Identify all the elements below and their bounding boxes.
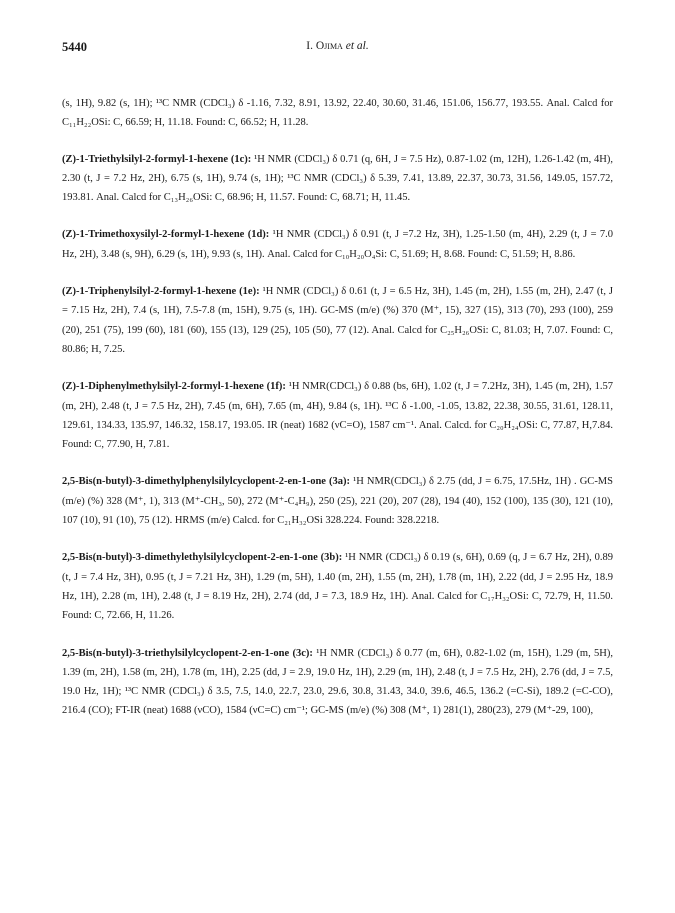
- entry-3a: [62, 472, 613, 530]
- running-head: [52, 40, 623, 52]
- compound-name: (Z)-1-Triethylsilyl-2-formyl-1-hexene (1c):: [62, 153, 252, 165]
- entry-body: ¹H NMR(CDCl₃) δ 0.88 (bs, 6H), 1.02 (t, J = 7.2Hz, 3H), 1.45 (m, 2H), 1.57 (m, 2H), 2.48 (t, J = 7.5 Hz, 2H), 7.45 (m, 6H), 7.65 (m, 4H), 9.84 (s, 1H). ¹³C δ -1.00, -1.05, 13.82, 22.38, 30.55, 31.61, 128.11, 129.61, 134.33, 135.97, 146.32, 158.17, 193.05. IR (neat) 1682 (νC=O), 1587 cm⁻¹. Anal. Calcd. for C₂₀H₂₄OSi: C, 77.87, H,7.84. Found: C, 77.90, H, 7.81.: [62, 381, 613, 451]
- entry-body: ¹H NMR (CDCl₃) δ 0.71 (q, 6H, J = 7.5 Hz), 0.87-1.02 (m, 12H), 1.26-1.42 (m, 4H), 2.30 (t, J = 7.2 Hz, 2H), 6.75 (s, 1H), 9.74 (s, 1H); ¹³C NMR (CDCl₃) δ 5.39, 7.41, 13.89, 22.37, 30.73, 31.56, 149.05, 157.72, 193.81. Anal. Calcd for C₁₃H₂₆OSi: C, 68.96; H, 11.57. Found: C, 68.71; H, 11.45.: [62, 153, 613, 204]
- running-head-authors: I. Ojima: [306, 40, 343, 52]
- compound-name: (Z)-1-Trimethoxysilyl-2-formyl-1-hexene (1d):: [62, 229, 270, 241]
- compound-name: 2,5-Bis(n-butyl)-3-dimethylethylsilylcyclopent-2-en-1-one (3b):: [62, 552, 343, 564]
- entry-3c: [62, 644, 613, 721]
- compound-name: 2,5-Bis(n-butyl)-3-triethylsilylcyclopent-2-en-1-one (3c):: [62, 647, 313, 659]
- entry-body: ¹H NMR (CDCl₃) δ 0.19 (s, 6H), 0.69 (q, J = 6.7 Hz, 2H), 0.89 (t, J = 7.4 Hz, 3H), 0.95 (t, J = 7.21 Hz, 3H), 1.29 (m, 5H), 1.40 (m, 2H), 1.55 (m, 2H), 1.78 (m, 1H), 2.22 (dd, J = 2.95 Hz, 18.9 Hz, 1H), 2.28 (m, 1H), 2.48 (t, J = 8.19 Hz, 2H), 2.74 (dd, J = 7.3, 18.9 Hz, 1H). Anal. Calcd for C₁₇H₃₂OSi: C, 72.79, H, 11.50. Found: C, 72.66, H, 11.26.: [62, 552, 613, 622]
- entry-1e: [62, 282, 613, 359]
- entry-3b: [62, 548, 613, 625]
- entry-1f: [62, 377, 613, 454]
- experimental-text: [62, 94, 613, 739]
- entry-body: ¹H NMR (CDCl₃) δ 0.77 (m, 6H), 0.82-1.02 (m, 15H), 1.29 (m, 5H), 1.39 (m, 2H), 1.58 (m, 2H), 1.78 (m, 1H), 2.25 (dd, J = 2.9, 19.0 Hz, 1H), 2.29 (m, 1H), 2.48 (t, J = 7.5 Hz, 2H), 2.76 (dd, J = 7.5, 19.0 Hz, 1H); ¹³C NMR (CDCl₃) δ 3.5, 7.5, 14.0, 22.7, 23.0, 29.6, 30.8, 31.43, 34.0, 39.6, 46.5, 136.2 (=C-Si), 189.2 (=C-CO), 216.4 (CO); FT-IR (neat) 1688 (νCO), 1584 (νC=C) cm⁻¹; GC-MS (m/e) (%) 308 (M⁺, 1) 281(1), 280(23), 279 (M⁺-29, 100),: [62, 647, 613, 717]
- entry-body: ¹H NMR (CDCl₃) δ 0.61 (t, J = 6.5 Hz, 3H), 1.45 (m, 2H), 1.55 (m, 2H), 2.47 (t, J = 7.15 Hz, 2H), 7.4 (s, 1H), 7.5-7.8 (m, 15H), 9.75 (s, 1H). GC-MS (m/e) (%) 370 (M⁺, 15), 327 (15), 313 (70), 293 (100), 259 (20), 251 (75), 199 (60), 181 (60), 155 (13), 129 (25), 105 (50), 77 (12). Anal. Calcd for C₂₅H₂₆OSi: C, 81.03; H, 7.07. Found: C, 80.86; H, 7.25.: [62, 286, 614, 355]
- compound-name: (Z)-1-Triphenylsilyl-2-formyl-1-hexene (1e):: [62, 286, 260, 298]
- entry-1d: [62, 225, 613, 264]
- entry-body: ¹H NMR(CDCl₃) δ 2.75 (dd, J = 6.75, 17.5Hz, 1H) . GC-MS (m/e) (%) 328 (M⁺, 1), 313 (M⁺-CH₃, 50), 272 (M⁺-C₄H₉), 250 (25), 221 (20), 207 (28), 194 (40), 152 (100), 135 (30), 121 (10), 107 (10), 91 (10), 75 (12). HRMS (m/e) Calcd. for C₂₁H₃₂OSi 328.224. Found: 328.2218.: [62, 476, 613, 527]
- entry-body: ¹H NMR (CDCl₃) δ 0.91 (t, J =7.2 Hz, 3H), 1.25-1.50 (m, 4H), 2.29 (t, J = 7.0 Hz, 2H), 3.48 (s, 9H), 6.29 (s, 1H), 9.93 (s, 1H). Anal. Calcd for C₁₀H₂₀O₄Si: C, 51.69; H, 8.68. Found: C, 51.59; H, 8.86.: [62, 229, 614, 260]
- running-head-etal: et al.: [345, 40, 369, 52]
- page-number: 5440: [62, 40, 87, 54]
- compound-name: 2,5-Bis(n-butyl)-3-dimethylphenylsilylcyclopent-2-en-1-one (3a):: [62, 476, 351, 488]
- entry-continuation: [62, 94, 613, 133]
- page-header: [52, 40, 623, 60]
- entry-1c: [62, 150, 613, 208]
- entry-body: (s, 1H), 9.82 (s, 1H); ¹³C NMR (CDCl₃) δ -1.16, 7.32, 8.91, 13.92, 22.40, 30.60, 31.46, 151.06, 156.77, 193.55. Anal. Calcd for C₁₁H₂₂OSi: C, 66.59; H, 11.18. Found: C, 66.52; H, 11.28.: [62, 98, 613, 129]
- compound-name: (Z)-1-Diphenylmethylsilyl-2-formyl-1-hexene (1f):: [62, 381, 286, 393]
